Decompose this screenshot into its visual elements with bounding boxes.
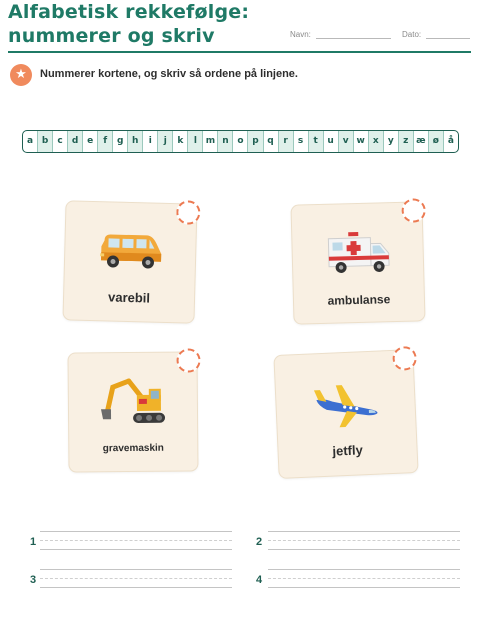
card-word: jetfly xyxy=(332,442,364,459)
writing-line-top xyxy=(40,569,232,570)
alphabet-letter: j xyxy=(158,131,173,152)
alphabet-letter: m xyxy=(203,131,218,152)
van-icon xyxy=(98,230,165,272)
alphabet-letter: ø xyxy=(429,131,444,152)
excavator-icon xyxy=(99,377,169,430)
alphabet-letter: c xyxy=(53,131,68,152)
alphabet-letter: n xyxy=(218,131,233,152)
alphabet-letter: v xyxy=(339,131,354,152)
number-circle[interactable] xyxy=(176,200,201,225)
alphabet-letter: w xyxy=(354,131,369,152)
date-line[interactable] xyxy=(426,31,470,39)
number-circle[interactable] xyxy=(176,348,200,372)
alphabet-letter: i xyxy=(143,131,158,152)
date-label: Dato: xyxy=(402,30,422,39)
number-circle[interactable] xyxy=(392,346,417,371)
card-gravemaskin xyxy=(67,351,198,472)
writing-line-mid xyxy=(40,578,232,579)
title-line-2: nummerer og skriv xyxy=(8,25,215,47)
ambulance-icon xyxy=(326,229,391,275)
writing-line-mid xyxy=(40,540,232,541)
writing-line-top xyxy=(268,531,460,532)
number-circle[interactable] xyxy=(401,198,426,223)
alphabet-letter: g xyxy=(113,131,128,152)
airplane-icon xyxy=(312,380,382,431)
alphabet-letter: a xyxy=(23,131,38,152)
date-field[interactable] xyxy=(402,30,470,39)
card-word: gravemaskin xyxy=(102,442,164,455)
line-number-4: 4 xyxy=(256,574,263,586)
writing-line-base[interactable] xyxy=(40,587,232,588)
writing-line-mid xyxy=(268,540,460,541)
alphabet-letter: r xyxy=(279,131,294,152)
alphabet-letter: d xyxy=(68,131,83,152)
line-number-3: 3 xyxy=(30,574,37,586)
alphabet-letter: z xyxy=(399,131,414,152)
alphabet-letter: t xyxy=(309,131,324,152)
instruction-text: Nummerer kortene, og skriv så ordene på linjene. xyxy=(40,68,298,80)
name-line[interactable] xyxy=(316,31,391,39)
page-title xyxy=(8,0,249,48)
writing-line-base[interactable] xyxy=(268,549,460,550)
card-ambulanse xyxy=(290,201,425,324)
card-jetfly xyxy=(273,349,418,479)
card-varebil xyxy=(62,200,197,323)
alphabet-letter: s xyxy=(294,131,309,152)
writing-line-base[interactable] xyxy=(40,549,232,550)
star-icon: ★ xyxy=(10,64,32,86)
card-word: varebil xyxy=(107,289,151,306)
alphabet-letter: x xyxy=(369,131,384,152)
line-number-1: 1 xyxy=(30,536,37,548)
alphabet-letter: k xyxy=(173,131,188,152)
name-field[interactable] xyxy=(290,30,391,39)
title-line-1: Alfabetisk rekkefølge: xyxy=(8,1,250,23)
header-divider xyxy=(8,51,471,53)
alphabet-letter: p xyxy=(248,131,263,152)
alphabet-letter: e xyxy=(83,131,98,152)
name-label: Navn: xyxy=(290,30,311,39)
writing-line-top xyxy=(268,569,460,570)
alphabet-letter: æ xyxy=(414,131,429,152)
alphabet-letter: o xyxy=(233,131,248,152)
alphabet-letter: h xyxy=(128,131,143,152)
alphabet-strip xyxy=(22,130,459,153)
writing-line-top xyxy=(40,531,232,532)
alphabet-letter: l xyxy=(188,131,203,152)
alphabet-letter: q xyxy=(264,131,279,152)
writing-line-mid xyxy=(268,578,460,579)
writing-line-base[interactable] xyxy=(268,587,460,588)
alphabet-letter: å xyxy=(447,136,454,146)
card-word: ambulanse xyxy=(327,292,391,308)
alphabet-letter: b xyxy=(38,131,53,152)
alphabet-letter: y xyxy=(384,131,399,152)
line-number-2: 2 xyxy=(256,536,263,548)
alphabet-letter: u xyxy=(324,131,339,152)
alphabet-letter: f xyxy=(98,131,113,152)
